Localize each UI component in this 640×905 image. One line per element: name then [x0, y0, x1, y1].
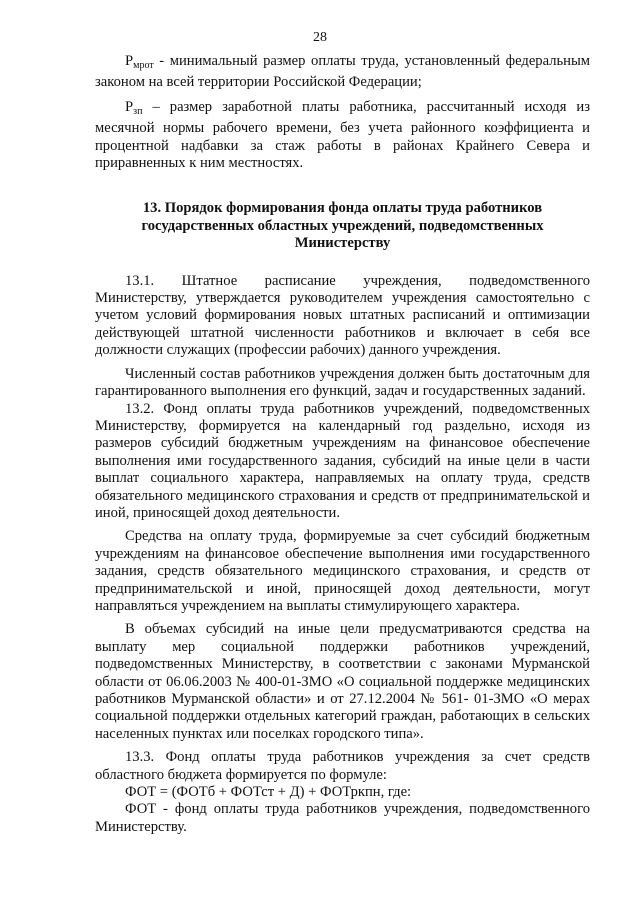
definition-text: – размер заработной платы работника, рассчитанный исходя из месячной нормы рабочего времени, без учета районного коэффициента и процентной надбавки за стаж работы в районах Крайнего Севера и приравненных к ним местностях.: [95, 98, 590, 172]
definition-rzp: [95, 99, 590, 173]
definition-subscript: зп: [133, 105, 143, 117]
definition-rmrot: [95, 53, 590, 92]
page-number: 28: [313, 30, 327, 45]
paragraph-13-2: 13.2. Фонд оплаты труда работников учреждений, подведомственных Министерству, формируется на календарный год раздельно, исходя из размеров субсидий бюджетным учреждениям на финансовое обеспечение выполнения ими государственного задания, субсидий на иные цели в части выплат социального характера, направляемых на оплату труда, средств обязательного медицинского страхования и средств от предпринимательской и иной, приносящей доход деятельности.: [95, 400, 590, 521]
paragraph-subsidies: В объемах субсидий на иные цели предусматриваются средства на выплату мер социальной поддержки работников учреждений, подведомственных Министерству, в соответствии с законами Мурманской области от 06.06.2003 № 400-01-ЗМО «О социальной поддержке медицинских работников Мурманской области» и от 27.12.2004 № 561- 01-ЗМО «О мерах социальной поддержки отдельных категорий граждан, работающих в сельских населенных пунктах или поселках городского типа».: [95, 621, 590, 742]
paragraph-staff: Численный состав работников учреждения должен быть достаточным для гарантированного выполнения его функций, задач и государственных заданий.: [95, 365, 590, 400]
section-title: 13. Порядок формирования фонда оплаты труда работников государственных областных учреждений, подведомственных Министерству: [141, 200, 544, 252]
definition-text: - минимальный размер оплаты труда, установленный федеральным законом на всей территории Российской Федерации;: [95, 53, 590, 91]
paragraph-funds: Средства на оплату труда, формируемые за счет субсидий бюджетным учреждениям на финансовое обеспечение выполнения ими государственного задания, средств обязательного медицинского страхования, и средств от предпринимательской и иной, приносящей доход деятельности, могут направляться учреждением на выплаты стимулирующего характера.: [95, 528, 590, 614]
paragraph-13-3: 13.3. Фонд оплаты труда работников учреждения за счет средств областного бюджета формируется по формуле:: [95, 749, 590, 783]
formula: ФОТ = (ФОТб + ФОТст + Д) + ФОТркпн, где:: [125, 784, 412, 801]
paragraph-13-1: 13.1. Штатное расписание учреждения, подведомственного Министерству, утверждается руководителем учреждения самостоятельно с учетом условий формирования новых штатных расписаний и оптимизации действующей штатной численности работников и включает в себя все должности служащих (профессии рабочих) данного учреждения.: [95, 272, 590, 359]
page-content: [95, 53, 590, 836]
final-definition: ФОТ - фонд оплаты труда работников учреждения, подведомственного Министерству.: [95, 801, 590, 835]
definition-symbol: Р: [125, 98, 134, 115]
definition-subscript: мрот: [133, 60, 154, 71]
definition-symbol: Р: [125, 53, 134, 69]
